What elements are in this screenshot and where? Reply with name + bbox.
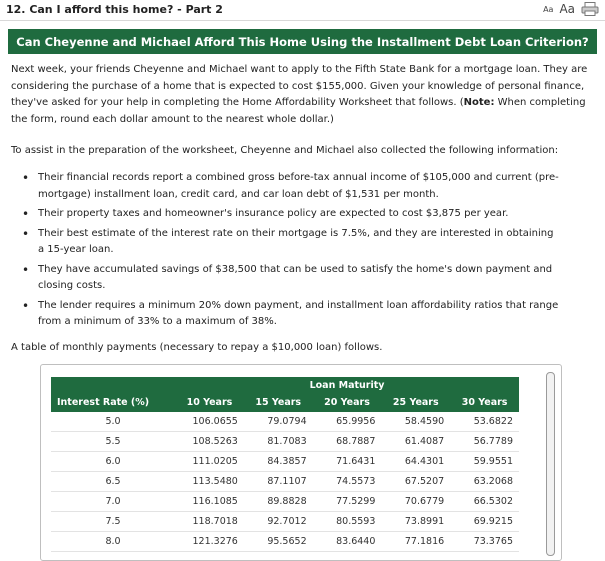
intro-paragraph [11,62,589,128]
list-item: • Their property taxes and homeowner's insurance policy are expected to cost $3,875 per year. [20,206,560,223]
table-cell: 73.8991 [381,512,450,532]
table-cell: 64.4301 [381,452,450,472]
table-cell: 58.4590 [381,412,450,432]
list-item: • Their best estimate of the interest rate on their mortgage is 7.5%, and they are interested in obtaining a 15-year loan. [20,226,560,259]
table-cell: 111.0205 [175,452,244,472]
table-cell: 81.7083 [244,432,313,452]
column-header: 20 Years [313,393,382,412]
table-row [51,452,519,472]
table-cell: 59.9551 [450,452,519,472]
table-cell: 92.7012 [244,512,313,532]
list-item: • The lender requires a minimum 20% down payment, and installment loan affordability ratios that range from a minimum of 33% to a maximum of 38%. [20,298,560,331]
table-cell: 6.5 [51,472,175,492]
question-header [0,0,605,21]
decrease-font-button[interactable]: Aa [543,4,554,14]
table-cell: 56.7789 [450,432,519,452]
table-cell: 63.2068 [450,472,519,492]
table-cell: 66.5302 [450,492,519,512]
table-cell: 53.6822 [450,412,519,432]
increase-font-button[interactable]: Aa [559,2,575,16]
table-cell: 65.9956 [313,412,382,432]
table-cell: 118.7018 [175,512,244,532]
table-cell: 70.6779 [381,492,450,512]
table-cell: 80.5593 [313,512,382,532]
info-intro: To assist in the preparation of the worksheet, Cheyenne and Michael also collected the following information: [11,145,559,156]
column-header: 15 Years [244,393,313,412]
table-row [51,412,519,432]
table-cell: 116.1085 [175,492,244,512]
table-cell: 6.0 [51,452,175,472]
table-cell: 83.6440 [313,532,382,552]
info-list [20,170,560,334]
table-cell: 7.0 [51,492,175,512]
table-cell: 89.8828 [244,492,313,512]
loan-maturity-header: Loan Maturity [175,377,519,393]
table-cell: 77.1816 [381,532,450,552]
table-cell: 106.0655 [175,412,244,432]
table-cell: 108.5263 [175,432,244,452]
table-cell: 84.3857 [244,452,313,472]
table-cell: 61.4087 [381,432,450,452]
table-cell: 121.3276 [175,532,244,552]
table-cell: 5.5 [51,432,175,452]
payments-table-panel[interactable] [40,364,562,561]
table-cell: 113.5480 [175,472,244,492]
section-banner: Can Cheyenne and Michael Afford This Home Using the Installment Debt Loan Criterion? [8,29,597,54]
header-spacer [51,377,175,393]
list-item: • They have accumulated savings of $38,500 that can be used to satisfy the home's down payment and closing costs. [20,262,560,295]
monthly-payments-table [51,377,519,552]
column-header: Interest Rate (%) [51,393,175,412]
intro-text: Next week, your friends Cheyenne and Michael want to apply to the Fifth State Bank for a mortgage loan. They are considering the purchase of a home that is expected to cost $155,000. Given your knowledge of personal finance, they've asked for your help in completing the Home Affordability Worksheet that follows. ( [11,64,588,108]
table-cell: 8.0 [51,532,175,552]
font-size-controls [543,2,599,16]
vertical-scrollbar[interactable] [546,372,555,556]
table-cell: 73.3765 [450,532,519,552]
table-cell: 95.5652 [244,532,313,552]
table-intro: A table of monthly payments (necessary to repay a $10,000 loan) follows. [11,342,383,353]
table-row [51,432,519,452]
table-row [51,472,519,492]
table-cell: 77.5299 [313,492,382,512]
table-cell: 68.7887 [313,432,382,452]
table-scroll-area [51,377,521,552]
list-item: • Their financial records report a combined gross before-tax annual income of $105,000 and current (pre-mortgage) installment loan, credit card, and car loan debt of $1,531 per month. [20,170,560,203]
table-row [51,532,519,552]
column-header: 10 Years [175,393,244,412]
question-title: 12. Can I afford this home? - Part 2 [6,3,223,16]
table-cell: 67.5207 [381,472,450,492]
table-cell: 5.0 [51,412,175,432]
column-header: 25 Years [381,393,450,412]
table-cell: 7.5 [51,512,175,532]
note-text: When completing the form, round each dollar amount to the nearest whole dollar.) [11,97,586,125]
column-header: 30 Years [450,393,519,412]
table-row [51,512,519,532]
table-cell: 74.5573 [313,472,382,492]
table-cell: 71.6431 [313,452,382,472]
print-icon[interactable] [581,2,599,16]
table-cell: 79.0794 [244,412,313,432]
table-cell: 87.1107 [244,472,313,492]
note-label: Note: [463,97,495,108]
table-row [51,492,519,512]
table-cell: 69.9215 [450,512,519,532]
